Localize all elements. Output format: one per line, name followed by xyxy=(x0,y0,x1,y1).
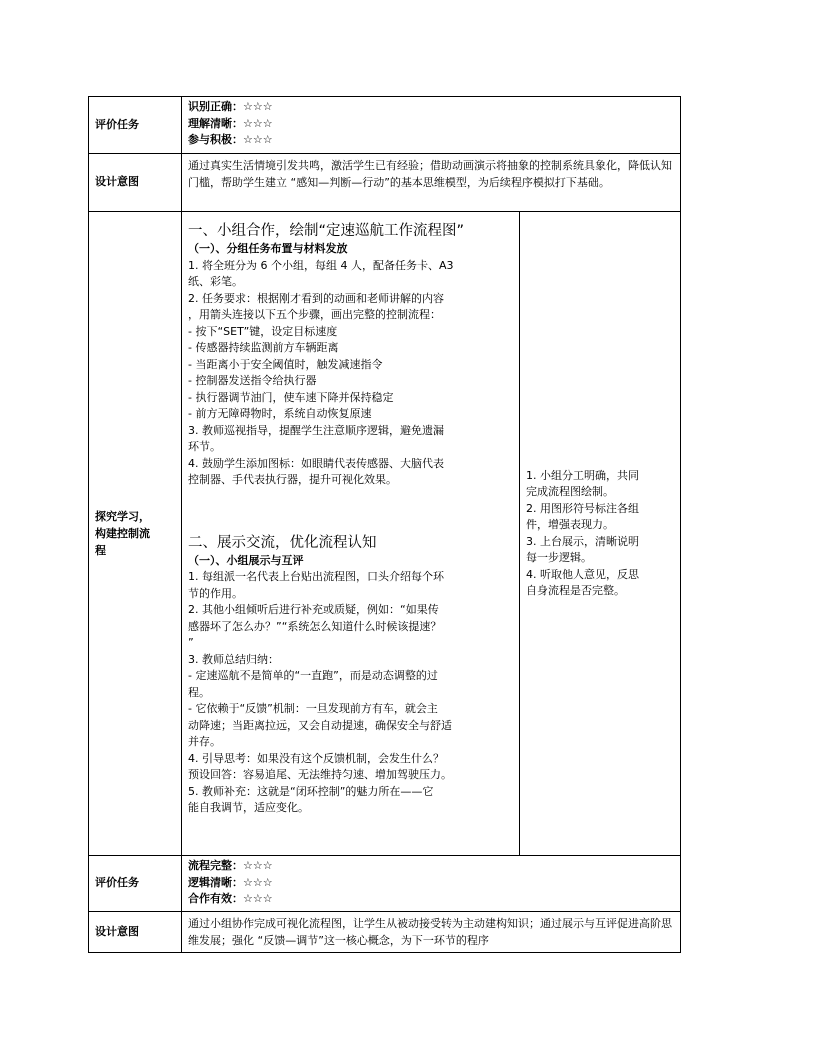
eval-item: 流程完整：☆☆☆ xyxy=(188,859,273,872)
eval-items-2 xyxy=(182,856,681,912)
part1-line: ，用箭头连接以下五个步骤，画出完整的控制流程： xyxy=(188,308,441,321)
part2-line: 1. 每组派一名代表上台贴出流程图，口头介绍每个环 xyxy=(188,570,444,583)
eval-row-2 xyxy=(89,856,681,912)
part1-line: - 当距离小于安全阈值时，触发减速指令 xyxy=(188,357,383,371)
side-line: 1. 小组分工明确，共同 xyxy=(526,468,639,482)
part2-line: - 它依赖于“反馈”机制：一旦发现前方有车，就会主 xyxy=(188,702,438,715)
part2-line: 3. 教师总结归纳： xyxy=(188,652,279,666)
section-spacer xyxy=(188,489,513,533)
side-line: 自身流程是否完整。 xyxy=(526,584,625,597)
part2-line: - 定速巡航不是简单的“一直跑”，而是动态调整的过 xyxy=(188,669,438,682)
side-line: 3. 上台展示，清晰说明 xyxy=(526,534,639,548)
part2-line: 预设回答：容易追尾、无法维持匀速、增加驾驶压力。 xyxy=(188,768,452,781)
part2-line: ” xyxy=(188,636,194,649)
eval-row-1 xyxy=(89,97,681,154)
eval-label-1: 评价任务 xyxy=(89,97,182,154)
side-line: 2. 用图形符号标注各组 xyxy=(526,501,639,515)
explore-label-line: 程 xyxy=(95,544,106,557)
part1-heading: 一、小组合作，绘制“定速巡航工作流程图” xyxy=(188,223,465,239)
eval-item: 逻辑清晰：☆☆☆ xyxy=(188,875,273,889)
part1-line: - 执行器调节油门，使车速下降并保持稳定 xyxy=(188,390,394,404)
part1-line: - 控制器发送指令给执行器 xyxy=(188,374,317,387)
explore-label-line: 构建控制流 xyxy=(95,527,150,540)
part1-line: 环节。 xyxy=(188,440,221,453)
eval-items-1 xyxy=(182,97,681,154)
eval-item: 参与积极：☆☆☆ xyxy=(188,133,273,146)
part2-line: 感器坏了怎么办？”“系统怎么知道什么时候该提速？ xyxy=(188,619,442,633)
part1-line: 2. 任务要求：根据刚才看到的动画和老师讲解的内容 xyxy=(188,291,444,305)
part1-line: 1. 将全班分为 6 个小组，每组 4 人，配备任务卡、A3 xyxy=(188,258,454,272)
part2-line: 能自我调节，适应变化。 xyxy=(188,801,309,814)
explore-content xyxy=(182,212,520,856)
part2-subheading: （一）、小组展示与互评 xyxy=(188,553,304,567)
explore-side-notes xyxy=(520,212,681,856)
part2-line: 4. 引导思考：如果没有这个反馈机制，会发生什么？ xyxy=(188,751,444,765)
side-line: 件，增强表现力。 xyxy=(526,518,614,531)
part1-line: 控制器、手代表执行器，提升可视化效果。 xyxy=(188,473,397,486)
part1-subheading: （一）、分组任务布置与材料发放 xyxy=(188,242,348,255)
eval-label-2: 评价任务 xyxy=(89,856,182,912)
part1-line: 3. 教师巡视指导，提醒学生注意顺序逻辑，避免遗漏 xyxy=(188,423,444,437)
part1-line: - 按下“SET”键，设定目标速度 xyxy=(188,324,338,338)
part2-line: 节的作用。 xyxy=(188,586,243,600)
intent-clip xyxy=(188,915,674,949)
intent-paragraph: 通过真实生活情境引发共鸣，激活学生已有经验；借助动画演示将抽象的控制系统具象化，降低认知门槛，帮助学生建立 “感知—判断—行动”的基本思维模型，为后续程序模拟打下基础。 xyxy=(188,159,672,189)
eval-item: 合作有效：☆☆☆ xyxy=(188,892,273,905)
intent-paragraph: 通过小组协作完成可视化流程图，让学生从被动接受转为主动建构知识；通过展示与互评促进高阶思维发展；强化 “反馈—调节”这一核心概念，为下一环节的程序 xyxy=(188,917,672,947)
intent-text-1 xyxy=(182,154,681,212)
part2-line: 5. 教师补充：这就是“闭环控制”的魅力所在——它 xyxy=(188,784,434,798)
part1-line: - 传感器持续监测前方车辆距离 xyxy=(188,341,339,354)
eval-item: 理解清晰：☆☆☆ xyxy=(188,116,273,130)
part2-line: 动降速；当距离拉远，又会自动提速，确保安全与舒适 xyxy=(188,718,452,732)
side-line: 4. 听取他人意见，反思 xyxy=(526,567,639,581)
part2-line: 并存。 xyxy=(188,735,221,748)
side-line: 每一步逻辑。 xyxy=(526,551,592,564)
intent-text-2 xyxy=(182,912,681,953)
part1-line: 纸、彩笔。 xyxy=(188,275,243,288)
eval-item: 识别正确：☆☆☆ xyxy=(188,100,273,113)
lesson-plan-table xyxy=(88,96,681,953)
explore-label-line: 探究学习， xyxy=(95,510,150,523)
intent-label-2: 设计意图 xyxy=(89,912,182,953)
intent-label-1: 设计意图 xyxy=(89,154,182,212)
intent-row-2 xyxy=(89,912,681,953)
part2-line: 2. 其他小组倾听后进行补充或质疑，例如：“如果传 xyxy=(188,603,439,616)
part1-line: 4. 鼓励学生添加图标：如眼睛代表传感器、大脑代表 xyxy=(188,456,444,470)
explore-label xyxy=(89,212,182,856)
side-line: 完成流程图绘制。 xyxy=(526,485,614,498)
intent-row-1 xyxy=(89,154,681,212)
explore-row xyxy=(89,212,681,856)
part2-line: 程。 xyxy=(188,685,210,699)
part1-line: - 前方无障碍物时，系统自动恢复原速 xyxy=(188,407,372,420)
part2-heading: 二、展示交流，优化流程认知 xyxy=(188,534,377,551)
